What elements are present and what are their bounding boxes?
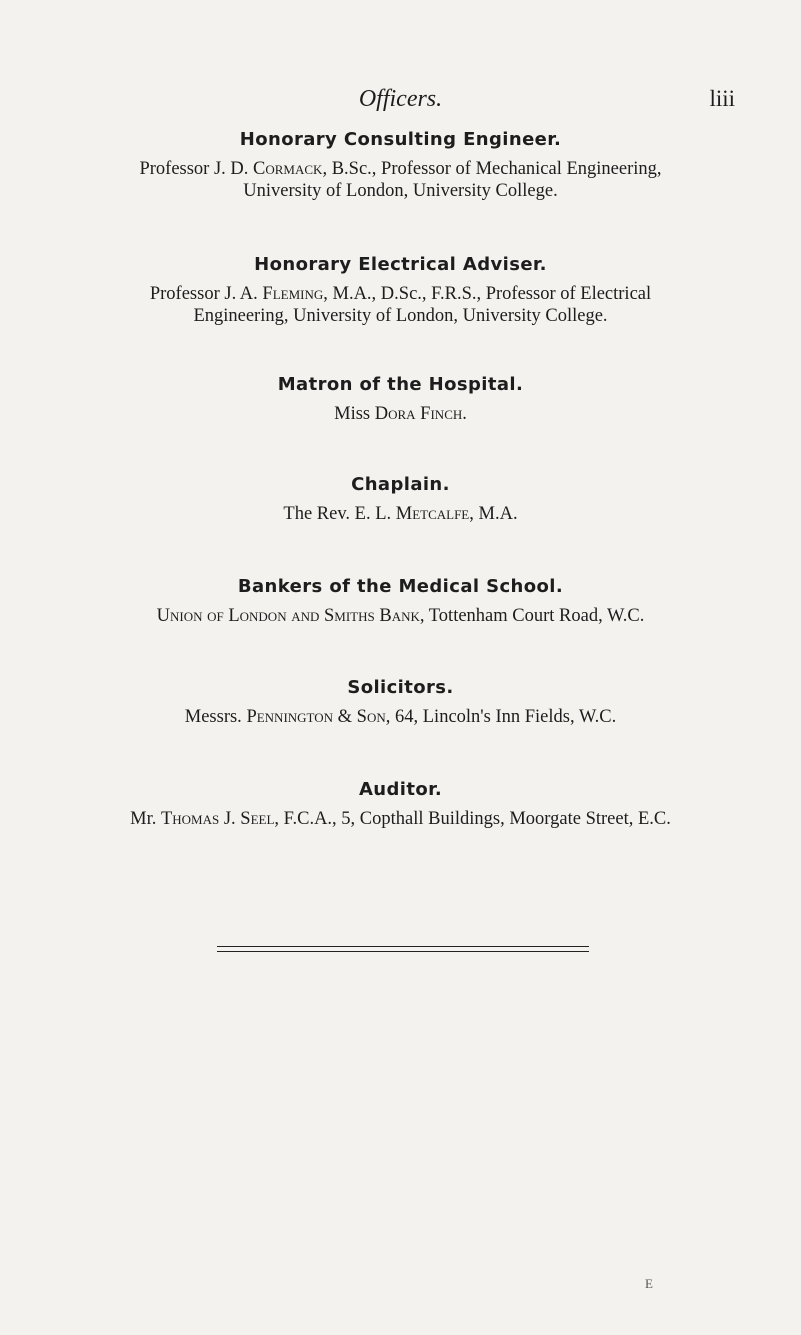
section-heading: Solicitors.	[347, 677, 454, 698]
section-auditor	[0, 778, 801, 830]
signature-mark: E	[645, 1276, 653, 1291]
section-consulting-engineer	[0, 128, 801, 202]
divider-rule	[217, 951, 589, 952]
section-heading: Honorary Electrical Adviser.	[254, 254, 547, 275]
body-line: University of London, University College.	[243, 181, 558, 201]
body-line: Engineering, University of London, University College.	[193, 306, 608, 326]
running-head	[0, 86, 801, 116]
page-number: liii	[709, 86, 735, 111]
body-line: Mr. Thomas J. Seel, F.C.A., 5, Copthall Buildings, Moorgate Street, E.C.	[130, 809, 671, 829]
section-heading: Honorary Consulting Engineer.	[239, 129, 562, 150]
section-chaplain	[0, 473, 801, 525]
divider-rule	[217, 946, 589, 947]
section-heading: Auditor.	[358, 779, 443, 800]
section-heading: Bankers of the Medical School.	[237, 576, 564, 597]
section-heading: Chaplain.	[351, 474, 450, 495]
body-line: The Rev. E. L. Metcalfe, M.A.	[283, 504, 518, 524]
body-line: Professor J. A. Fleming, M.A., D.Sc., F.R.S., Professor of Electrical	[149, 284, 652, 304]
body-line: Professor J. D. Cormack, B.Sc., Professor of Mechanical Engineering,	[139, 159, 662, 179]
section-solicitors	[0, 676, 801, 728]
section-matron	[0, 373, 801, 425]
section-bankers	[0, 575, 801, 627]
running-head-title: Officers.	[358, 86, 443, 112]
section-electrical-adviser	[0, 253, 801, 327]
body-line: Miss Dora Finch.	[334, 404, 467, 424]
body-line: Messrs. Pennington & Son, 64, Lincoln's Inn Fields, W.C.	[184, 707, 617, 727]
section-heading: Matron of the Hospital.	[277, 374, 524, 395]
body-line: Union of London and Smiths Bank, Tottenham Court Road, W.C.	[156, 606, 645, 626]
